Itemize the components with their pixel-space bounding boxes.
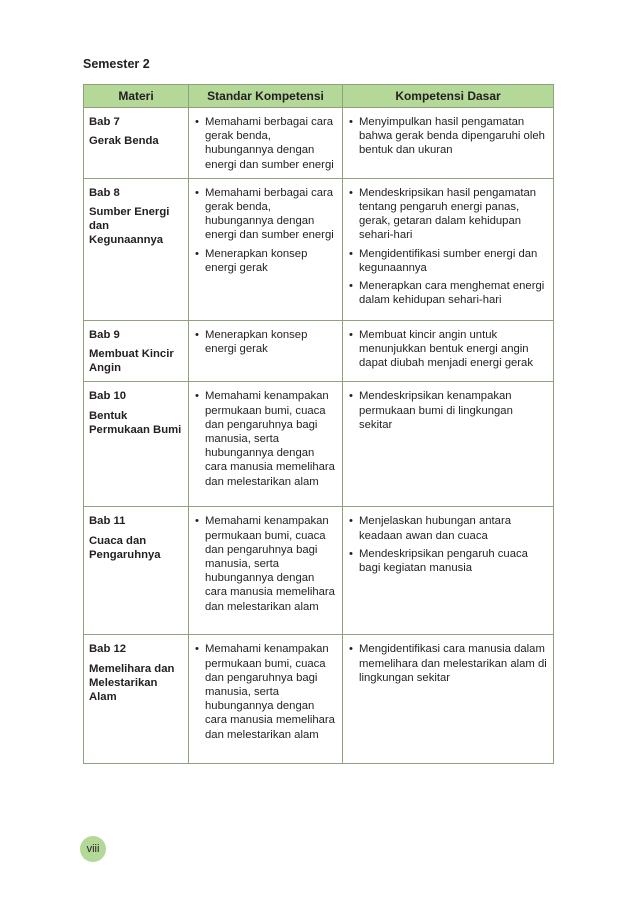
kd-item: • Mendeskripsikan kenampakan permukaan bumi di lingkungan sekitar — [348, 389, 549, 432]
table-row — [84, 320, 554, 382]
table-header-row — [84, 85, 554, 108]
sk-item: • Menerapkan konsep energi gerak — [194, 247, 338, 275]
standar-kompetensi-cell — [189, 178, 343, 320]
materi-cell — [84, 635, 189, 764]
bab-number: Bab 8 — [89, 186, 120, 199]
standar-kompetensi-cell — [189, 635, 343, 764]
bab-number: Bab 11 — [89, 515, 126, 528]
bab-number: Bab 12 — [89, 643, 127, 656]
standar-kompetensi-cell — [189, 108, 343, 179]
kompetensi-dasar-cell — [343, 320, 554, 382]
materi-cell — [84, 507, 189, 635]
kd-item: • Mendeskripsikan hasil pengamatan tentang pengaruh energi panas, gerak, getaran dalam kehidupan sehari-hari — [348, 186, 549, 243]
kompetensi-dasar-cell — [343, 382, 554, 507]
table-row — [84, 507, 554, 635]
bab-number: Bab 9 — [89, 328, 120, 341]
kd-item: • Menjelaskan hubungan antara keadaan awan dan cuaca — [348, 514, 549, 542]
header-kompetensi-dasar: Kompetensi Dasar — [343, 85, 554, 108]
header-materi: Materi — [84, 85, 189, 108]
kd-item: • Menyimpulkan hasil pengamatan bahwa gerak benda dipengaruhi oleh bentuk dan ukuran — [348, 115, 549, 158]
kd-item: • Menerapkan cara menghemat energi dalam kehidupan sehari-hari — [348, 279, 549, 307]
page-number-badge: viii — [80, 836, 106, 862]
standar-kompetensi-cell — [189, 320, 343, 382]
bab-title: Sumber Energi dan Kegunaannya — [89, 206, 170, 247]
materi-cell — [84, 382, 189, 507]
sk-item: • Memahami kenampakan permukaan bumi, cuaca dan pengaruhnya bagi manusia, serta hubungannya dengan cara manusia memelihara dan melestarikan alam — [194, 389, 338, 488]
kd-item: • Mendeskripsikan pengaruh cuaca bagi kegiatan manusia — [348, 547, 549, 575]
bab-number: Bab 7 — [89, 116, 120, 128]
table-row — [84, 108, 554, 179]
kd-item: • Membuat kincir angin untuk menunjukkan bentuk energi angin dapat diubah menjadi energi gerak — [348, 328, 549, 371]
sk-item: • Memahami kenampakan permukaan bumi, cuaca dan pengaruhnya bagi manusia, serta hubungannya dengan cara manusia memelihara dan melestarikan alam — [194, 642, 338, 741]
semester-label: Semester 2 — [83, 57, 150, 71]
header-standar-kompetensi: Standar Kompetensi — [189, 85, 343, 108]
sk-item: • Memahami berbagai cara gerak benda, hubungannya dengan energi dan sumber energi — [194, 115, 338, 172]
standar-kompetensi-cell — [189, 382, 343, 507]
materi-cell — [84, 178, 189, 320]
kompetensi-dasar-cell — [343, 108, 554, 179]
kd-item: • Mengidentifikasi sumber energi dan kegunaannya — [348, 247, 549, 275]
kd-item: • Mengidentifikasi cara manusia dalam memelihara dan melestarikan alam di lingkungan sekitar — [348, 642, 549, 685]
bab-title: Memelihara dan Melestarikan Alam — [89, 662, 175, 704]
kompetensi-dasar-cell — [343, 178, 554, 320]
standar-kompetensi-cell — [189, 507, 343, 635]
kompetensi-dasar-cell — [343, 635, 554, 764]
sk-item: • Memahami kenampakan permukaan bumi, cuaca dan pengaruhnya bagi manusia, serta hubungannya dengan cara manusia memelihara dan melestarikan alam — [194, 514, 338, 613]
sk-item: • Menerapkan konsep energi gerak — [194, 328, 338, 356]
curriculum-table — [83, 84, 554, 764]
bab-title: Cuaca dan Pengaruhnya — [89, 534, 161, 561]
table-row — [84, 382, 554, 507]
bab-title: Membuat Kincir Angin — [89, 348, 174, 375]
bab-title: Bentuk Permukaan Bumi — [89, 409, 182, 436]
table-row — [84, 635, 554, 764]
bab-title: Gerak Benda — [89, 135, 159, 148]
bab-number: Bab 10 — [89, 390, 127, 403]
materi-cell — [84, 108, 189, 179]
kompetensi-dasar-cell — [343, 507, 554, 635]
materi-cell — [84, 320, 189, 382]
sk-item: • Memahami berbagai cara gerak benda, hubungannya dengan energi dan sumber energi — [194, 186, 338, 243]
table-row — [84, 178, 554, 320]
